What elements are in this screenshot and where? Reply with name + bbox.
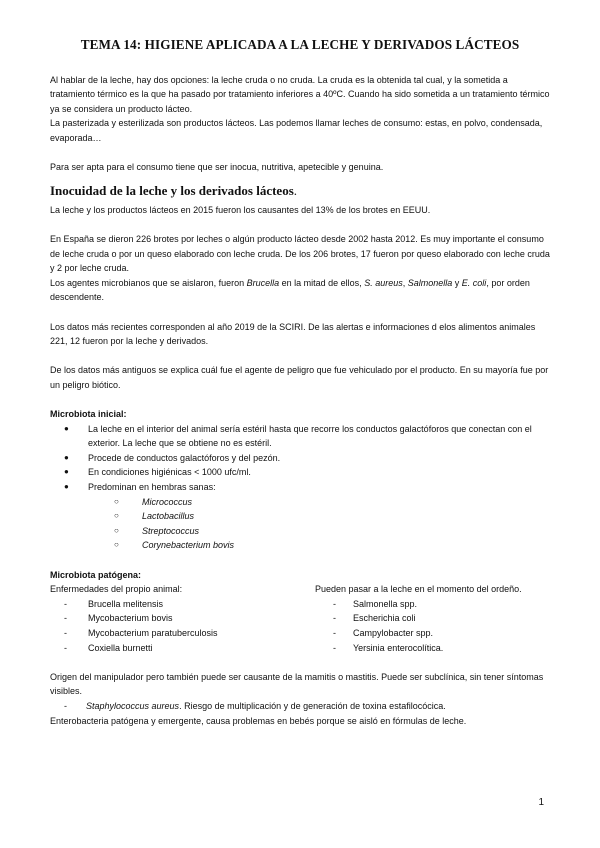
text-run: ,	[402, 277, 408, 288]
organism-staphylococcus: Staphylococcus aureus	[86, 700, 180, 711]
animal-disease-list	[50, 597, 300, 655]
microbiota-inicial-heading: Microbiota inicial:	[50, 409, 127, 420]
page-title: TEMA 14: HIGIENE APLICADA A LA LECHE Y DERIVADOS LÁCTEOS	[80, 37, 520, 52]
text-run: . Riesgo de multiplicación y de generación de toxina estafilocócica.	[179, 700, 446, 711]
intro-paragraph-1: Al hablar de la leche, hay dos opciones: la leche cruda o no cruda. La cruda es la obtenida tal cual, y la sometida a tratamiento térmico es la que ha pasado por tratamiento inferiores a 40ºC. Cuando ha sido sometida a un tratamiento térmico ya se considera un producto lácteo.	[50, 74, 550, 114]
list-item: - Campylobacter spp.	[333, 626, 550, 641]
two-column-block	[50, 582, 550, 655]
list-item: - Yersinia enterocolítica.	[333, 641, 550, 656]
section-heading-dot: .	[293, 182, 298, 198]
section-heading-text: Inocuidad de la leche y los derivados lácteos	[50, 182, 294, 198]
milking-pathogen-list	[315, 597, 550, 655]
spacer	[50, 305, 550, 320]
spacer	[50, 146, 550, 161]
sublist-item: ○ Corynebacterium bovis	[128, 538, 550, 553]
enterobacteria-paragraph: Enterobacteria patógena y emergente, causa problemas en bebés porque se aisló en fórmulas de leche.	[50, 715, 467, 726]
list-item: - Escherichia coli	[333, 611, 550, 626]
organism-salmonella: Salmonella	[407, 277, 453, 288]
document-content	[50, 38, 550, 728]
text-run: en la mitad de ellos,	[279, 277, 365, 288]
section-paragraph-1: La leche y los productos lácteos en 2015 fueron los causantes del 13% de los brotes en EEUU.	[50, 204, 431, 215]
text-run: y	[452, 277, 462, 288]
list-item: ● Procede de conductos galactóforos y del pezón.	[72, 451, 550, 466]
left-column	[50, 582, 300, 655]
sublist-item: ○ Streptococcus	[128, 524, 550, 539]
organism-sublist	[88, 495, 550, 553]
sublist-item: ○ Lactobacillus	[128, 509, 550, 524]
organism-e-coli: E. coli	[461, 277, 487, 288]
sublist-item: ○ Micrococcus	[128, 495, 550, 510]
spacer	[50, 217, 550, 232]
section-heading	[50, 182, 550, 199]
section-paragraph-2: En España se dieron 226 brotes por leches o algún producto lácteo desde 2002 hasta 2012. Es muy importante el consumo de leche cruda o por un queso elaborado con leche cruda. De los 206 brotes, 17 fueron por queso elaborado con leche cruda y 2 por leche cruda.	[50, 233, 550, 274]
list-item: ● En condiciones higiénicas < 1000 ufc/ml.	[72, 465, 550, 480]
text-run: , por orden descendente.	[50, 277, 530, 303]
intro-paragraph-3: Para ser apta para el consumo tiene que ser inocua, nutritiva, apetecible y genuina.	[50, 162, 384, 173]
right-column	[300, 582, 550, 655]
section-paragraph-3	[50, 276, 550, 305]
list-item: - Mycobacterium bovis	[64, 611, 300, 626]
list-item: - Mycobacterium paratuberculosis	[64, 626, 300, 641]
list-item	[72, 480, 550, 553]
section-paragraph-4: Los datos más recientes corresponden al año 2019 de la SCIRI. De las alertas e informaciones d elos alimentos animales 221, 12 fueron por la leche y derivados.	[50, 321, 536, 347]
origin-paragraph: Origen del manipulador pero también puede ser causante de la mamitis o mastitis. Puede ser subclínica, sin tener síntomas visibles.	[50, 671, 544, 697]
microbiota-inicial-list	[50, 422, 550, 553]
microbiota-patogena-heading: Microbiota patógena:	[50, 569, 142, 580]
spacer	[50, 392, 550, 407]
intro-paragraph-2: La pasterizada y esterilizada son productos lácteos. Las podemos llamar leches de consumo: estas, en polvo, condensada, evaporada…	[50, 118, 543, 143]
list-item: - Coxiella burnetti	[64, 641, 300, 656]
text-run: Los agentes microbianos que se aislaron, fueron	[50, 277, 247, 288]
list-item: ● La leche en el interior del animal sería estéril hasta que recorre los conductos galactóforos que conectan con el exterior. La leche que se obtiene no es estéril.	[72, 422, 550, 451]
page-number: 1	[538, 797, 544, 808]
left-column-label: Enfermedades del propio animal:	[50, 584, 183, 595]
list-item: - Salmonella spp.	[333, 597, 550, 612]
list-item-text: Predominan en hembras sanas:	[88, 482, 216, 493]
right-column-label: Pueden pasar a la leche en el momento del ordeño.	[315, 584, 522, 595]
staph-list	[50, 699, 550, 714]
organism-s-aureus: S. aureus	[364, 277, 403, 288]
section-paragraph-5: De los datos más antiguos se explica cuál fue el agente de peligro que fue vehiculado por el producto. En su mayoría fue por un peligro biótico.	[50, 365, 549, 390]
spacer	[50, 655, 550, 670]
list-item	[64, 699, 550, 714]
spacer	[50, 553, 550, 568]
organism-brucella: Brucella	[246, 277, 280, 288]
spacer	[50, 349, 550, 364]
list-item: - Brucella melitensis	[64, 597, 300, 612]
